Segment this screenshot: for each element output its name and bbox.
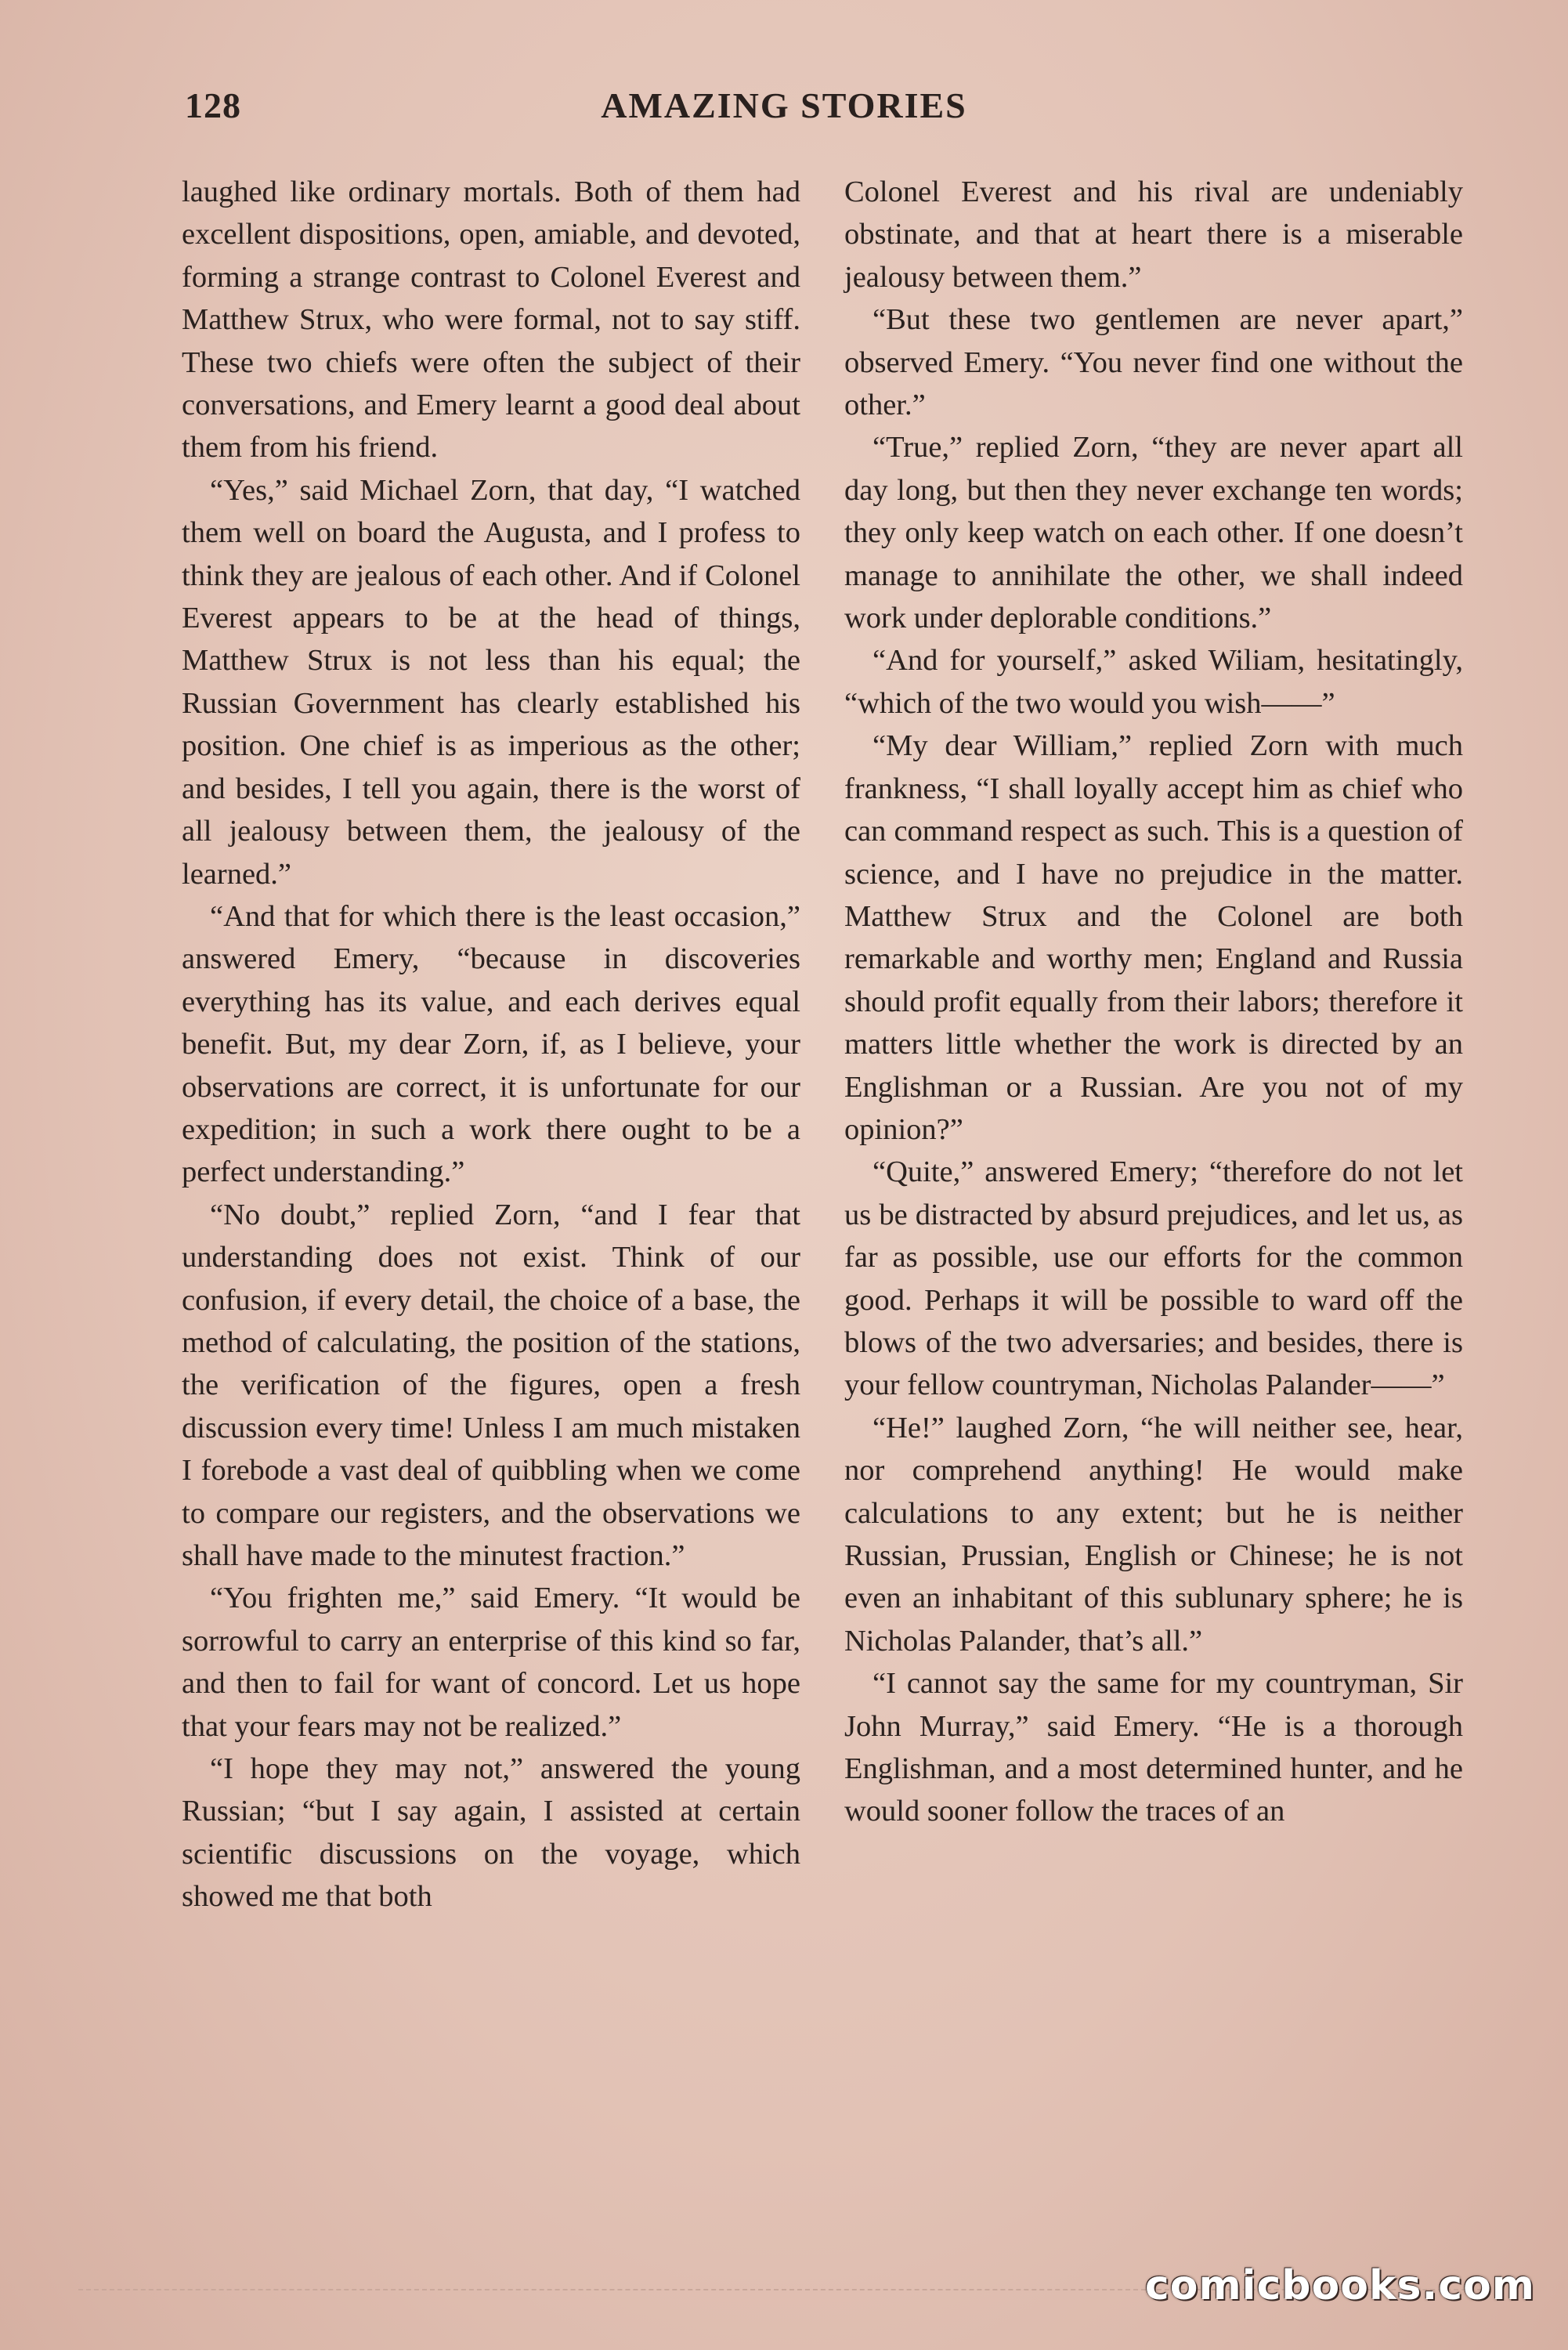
paragraph: laughed like ordinary mortals. Both of them had excellent dispositions, open, amiable, and devoted, forming a strange contrast to Colonel Everest and Matthew Strux, who were formal, not to say stiff. These two chiefs were often the subject of their conversations, and Emery learnt a good deal about them from his friend.: [182, 175, 800, 465]
right-column: [844, 171, 1463, 1833]
paragraph: “Quite,” answered Emery; “therefore do not let us be distracted by absurd prejudices, and let us, as far as possible, use our efforts for the common good. Perhaps it will be possible to ward off the blows of the two adversaries; and besides, there is your fellow countryman, Nicholas Palander——”: [844, 1155, 1463, 1402]
paragraph: “Yes,” said Michael Zorn, that day, “I watched them well on board the Augusta, and I profess to think they are jealous of each other. And if Colonel Everest appears to be at the head of things, Matthew Strux is not less than his equal; the Russian Government has clearly established his position. One chief is as imperious as the other; and besides, I tell you again, there is the worst of all jealousy between them, the jealousy of the learned.”: [182, 473, 800, 891]
paragraph: “My dear William,” replied Zorn with much frankness, “I shall loyally accept him as chief who can command respect as such. This is a question of science, and I have no prejudice in the matter. Matthew Strux and the Colonel are both remarkable and worthy men; England and Russia should profit equally from their labors; therefore it matters little whether the work is directed by an Englishman or a Russian. Are you not of my opinion?”: [844, 729, 1463, 1146]
paragraph: “I cannot say the same for my countryman, Sir John Murray,” said Emery. “He is a thorough Englishman, and a most determined hunter, and he would sooner follow the traces of an: [844, 1667, 1463, 1828]
paragraph: “I hope they may not,” answered the young Russian; “but I say again, I assisted at certain scientific discussions on the voyage, which showed me that both: [182, 1752, 800, 1914]
left-column: [182, 171, 800, 1918]
paragraph: “But these two gentlemen are never apart,” observed Emery. “You never find one without the other.”: [844, 303, 1463, 422]
page-number: 128: [185, 85, 241, 125]
paragraph: “You frighten me,” said Emery. “It would be sorrowful to carry an enterprise of this kind so far, and then to fail for want of concord. Let us hope that your fears may not be realized.”: [182, 1582, 800, 1743]
paragraph: “No doubt,” replied Zorn, “and I fear that understanding does not exist. Think of our confusion, if every detail, the choice of a base, the method of calculating, the position of the stations, the verification of the figures, open a fresh discussion every time! Unless I am much mistaken I forebode a vast deal of quibbling when we come to compare our registers, and the observations we shall have made to the minutest fraction.”: [182, 1198, 800, 1572]
paragraph: “He!” laughed Zorn, “he will neither see, hear, nor comprehend anything! He would make calculations to any extent; but he is neither Russian, Prussian, English or Chinese; he is not even an inhabitant of this sublunary sphere; he is Nicholas Palander, that’s all.”: [844, 1411, 1463, 1658]
paragraph: Colonel Everest and his rival are undeniably obstinate, and that at heart there is a miserable jealousy between them.”: [844, 175, 1463, 294]
paragraph: “True,” replied Zorn, “they are never apart all day long, but then they never exchange ten words; they only keep watch on each other. If one doesn’t manage to annihilate the other, we shall indeed work under deplorable conditions.”: [844, 431, 1463, 635]
paragraph: “And that for which there is the least occasion,” answered Emery, “because in discoveries everything has its value, and each derives equal benefit. But, my dear Zorn, if, as I believe, your observations are correct, it is unfortunate for our expedition; in such a work there ought to be a perfect understanding.”: [182, 899, 800, 1189]
paragraph: “And for yourself,” asked Wiliam, hesitatingly, “which of the two would you wish——”: [844, 644, 1463, 720]
site-watermark: comicbooks.com: [1144, 2262, 1535, 2309]
page-header: [0, 85, 1568, 139]
running-title: AMAZING STORIES: [601, 85, 967, 125]
